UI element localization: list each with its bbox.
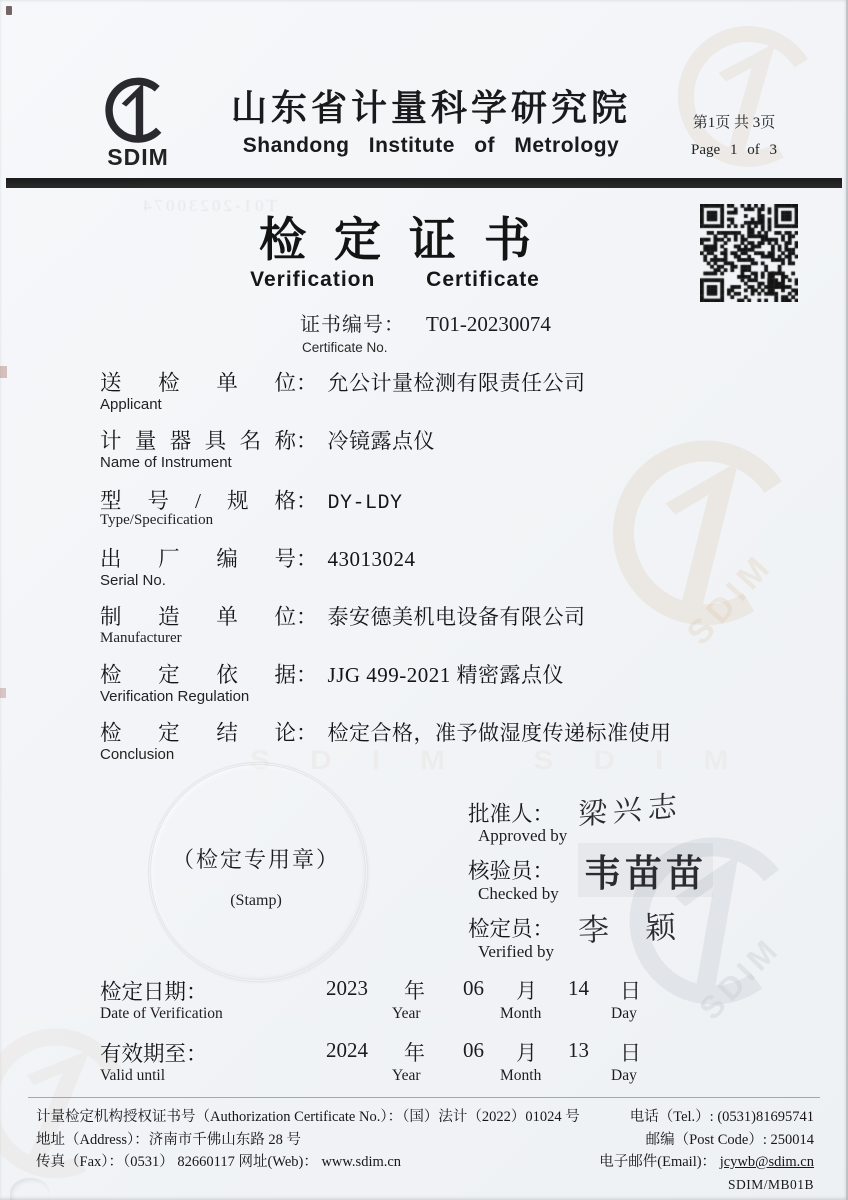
- scan-mark: [6, 6, 12, 15]
- field-value: DY-LDY: [327, 492, 403, 515]
- page-indicator: [654, 110, 814, 164]
- field-label-en: Serial No.: [100, 572, 166, 589]
- certificate-number-value: T01-20230074: [426, 312, 551, 336]
- certificate-number-label-en: Certificate No.: [302, 340, 388, 355]
- field-label: 计量器具名称: [100, 429, 296, 453]
- colon: ：: [532, 859, 555, 883]
- field-value: 允公计量检测有限责任公司: [327, 371, 586, 395]
- sdim-logo-text: SDIM: [107, 144, 169, 170]
- verifier-label: 检定员：: [468, 917, 555, 941]
- verification-date-label: 检定日期：: [100, 980, 208, 1004]
- checker-label: 核验员：: [468, 859, 555, 883]
- colon: ：: [296, 663, 318, 687]
- colon: ：: [532, 917, 555, 941]
- field-verification-regulation: [100, 658, 564, 689]
- header-divider-bar: [6, 178, 842, 188]
- page-indicator-en: Page 1 of 3: [691, 142, 777, 158]
- colon: ：: [296, 489, 318, 513]
- field-label-en: Name of Instrument: [100, 454, 232, 471]
- field-value: 检定合格，准予做湿度传递标准使用: [327, 721, 672, 745]
- day-cn: 日: [620, 1041, 641, 1065]
- authorization-certificate-line: 计量检定机构授权证书号（Authorization Certificate No.）：（国）法计（2022）01024 号: [36, 1109, 580, 1125]
- field-value: JJG 499-2021 精密露点仪: [327, 663, 565, 687]
- colon: ：: [296, 721, 318, 745]
- org-name-en: Shandong Institute of Metrology: [242, 134, 620, 157]
- fax-web-line: 传真（Fax）：（0531） 82660117 网址(Web)： www.sdim.cn: [36, 1154, 402, 1170]
- footer-left-block: [36, 1106, 580, 1174]
- day-en: Day: [611, 1067, 637, 1084]
- field-serial-no: [100, 542, 416, 573]
- colon: ：: [532, 802, 555, 826]
- field-label-en: Applicant: [100, 396, 162, 413]
- colon: ：: [296, 371, 318, 395]
- verification-month: 06: [463, 976, 484, 1000]
- watermark-sdim-row: SDIM SDIM: [250, 745, 769, 776]
- year-en: Year: [392, 1067, 421, 1084]
- month-cn: 月: [516, 979, 537, 1003]
- field-label: 出厂编号: [100, 547, 296, 571]
- approver-label: 批准人：: [468, 802, 555, 826]
- month-en: Month: [500, 1005, 542, 1022]
- stamp-label-cn: （检定专用章）: [171, 847, 340, 872]
- field-conclusion: [100, 716, 672, 747]
- field-applicant: [100, 366, 586, 397]
- postcode-line: 邮编（Post Code）: 250014: [645, 1131, 814, 1148]
- checker-signature: 韦苗苗: [578, 843, 713, 897]
- colon: ：: [186, 980, 208, 1004]
- approver-label-en: Approved by: [478, 826, 568, 845]
- watermark-sdim-text: SDIM: [679, 545, 781, 653]
- page-indicator-cn: 第1页 共 3页: [692, 115, 776, 131]
- day-cn: 日: [620, 979, 641, 1003]
- valid-until-label: 有效期至：: [100, 1042, 208, 1066]
- sdim-logo-icon: [101, 72, 175, 150]
- verifier-signature: 李 颖: [577, 909, 691, 948]
- day-en: Day: [611, 1005, 637, 1022]
- ghost-ink-bleed: T01-20230074: [140, 196, 278, 215]
- field-value: 43013024: [327, 547, 416, 571]
- valid-until-label-en: Valid until: [100, 1067, 166, 1084]
- field-instrument-name: [100, 424, 435, 455]
- qr-code: [700, 204, 798, 302]
- footer-right-block: [599, 1106, 814, 1196]
- field-value: 泰安德美机电设备有限公司: [327, 605, 586, 629]
- address-line: 地址（Address）：济南市千佛山东路 28 号: [36, 1131, 302, 1148]
- year-en: Year: [392, 1005, 421, 1022]
- field-label-en: Conclusion: [100, 746, 175, 763]
- field-label: 送检单位: [100, 371, 296, 395]
- verification-year: 2023: [326, 976, 368, 1000]
- certificate-title-cn: 检定证书: [259, 215, 559, 267]
- scan-mark: [0, 366, 7, 378]
- approver-signature: 梁兴志: [577, 790, 684, 832]
- tel-line: 电话（Tel.）: (0531)81695741: [629, 1109, 814, 1125]
- scan-corner-shadow: [10, 1178, 50, 1200]
- certificate-number-label: 证书编号: [300, 314, 384, 336]
- colon: ：: [186, 1042, 208, 1066]
- form-code: SDIM/MB01B: [727, 1176, 814, 1192]
- field-label: 型号/规格: [100, 489, 296, 513]
- field-label-en: Type/Specification: [100, 512, 214, 528]
- valid-day: 13: [568, 1038, 589, 1062]
- field-label: 检定依据: [100, 663, 296, 687]
- certificate-title-en: Verification Certificate: [250, 268, 540, 291]
- colon: ：: [296, 547, 318, 571]
- verification-date-label-en: Date of Verification: [100, 1005, 223, 1022]
- verifier-label-en: Verified by: [478, 942, 555, 961]
- watermark-sdim-text: SDIM: [691, 929, 788, 1027]
- colon: ：: [296, 605, 318, 629]
- field-value: 冷镜露点仪: [327, 429, 436, 453]
- footer-divider: [28, 1097, 820, 1098]
- email-line: 电子邮件(Email)： jcywb@sdim.cn: [599, 1154, 814, 1170]
- month-cn: 月: [516, 1041, 537, 1065]
- watermark-logo-icon: [578, 408, 833, 663]
- field-label: 检定结论: [100, 721, 296, 745]
- watermark-logo-icon: [649, 0, 847, 197]
- sdim-logo: [86, 72, 190, 171]
- checker-label-en: Checked by: [478, 884, 559, 903]
- field-label-en: Manufacturer: [100, 630, 182, 646]
- valid-year: 2024: [326, 1038, 368, 1062]
- scan-mark: [0, 688, 6, 698]
- org-name-cn: 山东省计量科学研究院: [230, 88, 631, 128]
- stamp-label-en: (Stamp): [230, 892, 282, 909]
- year-cn: 年: [404, 1041, 425, 1065]
- field-label-en: Verification Regulation: [100, 688, 250, 705]
- valid-month: 06: [463, 1038, 484, 1062]
- month-en: Month: [500, 1067, 542, 1084]
- certificate-number-line: [300, 308, 551, 337]
- colon: ：: [296, 429, 318, 453]
- field-label: 制造单位: [100, 605, 296, 629]
- field-manufacturer: [100, 600, 586, 631]
- verification-day: 14: [568, 976, 589, 1000]
- colon: ：: [384, 314, 404, 336]
- year-cn: 年: [404, 979, 425, 1003]
- field-type-spec: [100, 484, 403, 515]
- email-value: jcywb@sdim.cn: [719, 1154, 814, 1170]
